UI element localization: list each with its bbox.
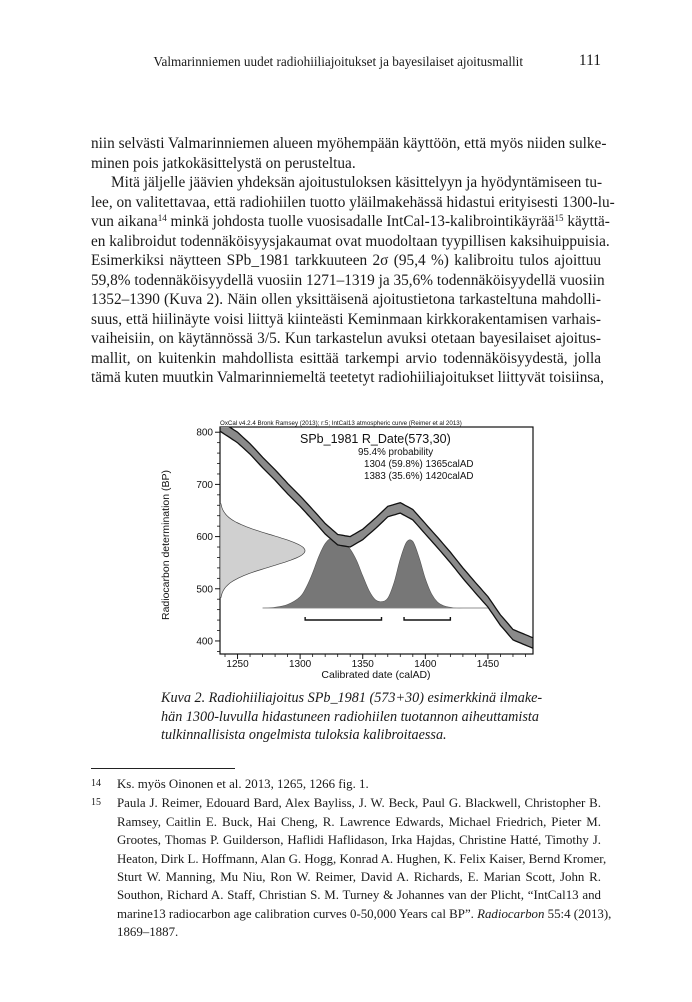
page-number: 111 (578, 52, 601, 69)
footnote-number: 14 (91, 778, 101, 789)
footnote-line: Sturt W. Manning, Mu Niu, Ron W. Reimer, David A. Richards, E. Marian Scott, John R. (117, 870, 601, 885)
calibration-chart (150, 410, 540, 685)
radiocarbon-distribution (220, 504, 305, 598)
footnote-line: Southon, Richard A. Staff, Christian S. M. Turney & Johannes van der Plicht, “IntCal13 and (117, 888, 601, 903)
footnote-15 (91, 794, 612, 941)
running-head (91, 52, 601, 72)
footnote-line-with-journal (117, 905, 612, 923)
x-axis-label: Calibrated date (calAD) (321, 669, 431, 681)
footnote-line: Heaton, Dirk L. Hoffmann, Alan G. Hogg, Konrad A. Hughen, K. Felix Kaiser, Bernd Kromer, (117, 851, 607, 866)
journal-title: Radiocarbon (477, 906, 545, 921)
text-line: Mitä jäljelle jäävien yhdeksän ajoitustuloksen käsittelyyn ja hyödyntämiseen tu- (111, 174, 603, 191)
x-tick-label: 1300 (289, 659, 312, 670)
range-bar (404, 617, 450, 620)
x-tick-label: 1400 (414, 659, 437, 670)
y-tick-label: 500 (196, 584, 213, 596)
text-fragment: minkä johdosta tuolle vuosisadalle IntCal-13-kalibrointikäyrää (166, 213, 555, 230)
y-tick-label: 800 (196, 427, 213, 439)
y-axis-label: Radiocarbon determination (BP) (160, 470, 172, 620)
chart-header: OxCal v4.2.4 Bronk Ramsey (2013); r:5; IntCal13 atmospheric curve (Reimer et al 2013) (220, 420, 462, 427)
range-bar (305, 617, 381, 620)
x-tick-label: 1450 (476, 659, 500, 670)
y-tick-label: 600 (196, 532, 213, 544)
text-line: lee, on valitettavaa, että radiohiilen tuotto yläilmakehässä hidastui erityisesti 1300-lu- (91, 193, 615, 211)
chart-title: SPb_1981 R_Date(573,30) (300, 432, 451, 446)
x-tick-label: 1350 (351, 659, 374, 670)
footnote-ref-14[interactable]: 14 (157, 213, 167, 223)
body-text (91, 134, 615, 388)
text-line: tämä kuten muutkin Valmarinniemeltä teetetyt radiohiiliajoitukset liittyvät toisiinsa, (91, 369, 604, 386)
figure-caption (161, 689, 543, 745)
text-line: mallit, on kuitenkin mahdollista esittää tarkempi arvio todennäköisyydestä, jolla (91, 349, 601, 367)
y-tick-label: 700 (196, 479, 213, 491)
text-line-with-footnotes (91, 212, 610, 232)
caption-line: Kuva 2. Radiohiiliajoitus SPb_1981 (573+30) esimerkkinä ilmake- (161, 690, 543, 706)
footnote-line: Paula J. Reimer, Edouard Bard, Alex Bayliss, J. W. Beck, Paul G. Blackwell, Christopher B. (117, 796, 601, 811)
text-fragment: 55:4 (2013), (544, 906, 612, 921)
footnote-ref-15[interactable]: 15 (554, 213, 564, 223)
running-title: Valmarinniemen uudet radiohiiliajoitukset ja bayesilaiset ajoitusmallit (153, 54, 523, 69)
probability-annotation: 95.4% probability (358, 447, 434, 458)
text-fragment: marine13 radiocarbon age calibration curves 0-50,000 Years cal BP”. (117, 906, 478, 921)
text-fragment: käyttä- (563, 213, 610, 230)
footnotes (91, 775, 612, 943)
calibration-figure (150, 410, 540, 685)
text-line: en kalibroidut todennäköisyysjakaumat ovat muodoltaan tyypillisen kaksihuippuisia. (91, 232, 610, 250)
footnote-14 (91, 775, 601, 793)
x-tick-label: 1250 (226, 659, 249, 670)
text-line: 1352–1390 (Kuva 2). Näin ollen yksittäisenä ajoitustietona tarkasteltuna mahdolli- (91, 291, 601, 308)
footnote-line: 1869–1887. (117, 925, 179, 940)
footnote-line: Ks. myös Oinonen et al. 2013, 1265, 1266 fig. 1. (117, 777, 369, 791)
footnote-divider (91, 768, 235, 769)
footnote-line: Ramsey, Caitlin E. Buck, Hai Cheng, R. Lawrence Edwards, Michael Friedrich, Pieter M. (117, 814, 601, 829)
range-annotation: 1304 (59.8%) 1365calAD (364, 459, 474, 470)
footnote-number: 15 (91, 797, 101, 809)
text-line: niin selvästi Valmarinniemen alueen myöhempään käyttöön, että myös niiden sulke- (91, 135, 607, 152)
text-line: 59,8% todennäköisyydellä vuosiin 1271–1319 ja 35,6% todennäköisyydellä vuosiin (91, 271, 605, 289)
footnote-line: Grootes, Thomas P. Guilderson, Haflidi Haflidason, Irka Hajdas, Christine Hatté, Timothy J. (117, 833, 601, 848)
text-line: Esimerkiksi näytteen SPb_1981 tarkkuuteen 2σ (95,4 %) kalibroitu tulos ajoittuu (91, 252, 601, 269)
caption-line: hän 1300-luvulla hidastuneen radiohiilen tuotannon aiheuttamista (161, 708, 539, 725)
text-line: suus, että hiilinäyte voisi liittyä kiinteästi Keminmaan kirkkorakentamisen varhais- (91, 310, 601, 328)
y-tick-label: 400 (196, 636, 213, 648)
caption-line: tulkinnallisista ongelmista tuloksia kalibroitaessa. (161, 727, 447, 743)
text-line: vaiheisiin, on käytännössä 3/5. Kun tarkastelun avuksi otetaan bayesilaiset ajoitus- (91, 330, 601, 347)
text-fragment: vun aikana (91, 213, 158, 230)
text-line: minen pois jatkokäsittelystä on perusteltua. (91, 154, 356, 172)
range-annotation: 1383 (35.6%) 1420calAD (364, 471, 474, 482)
